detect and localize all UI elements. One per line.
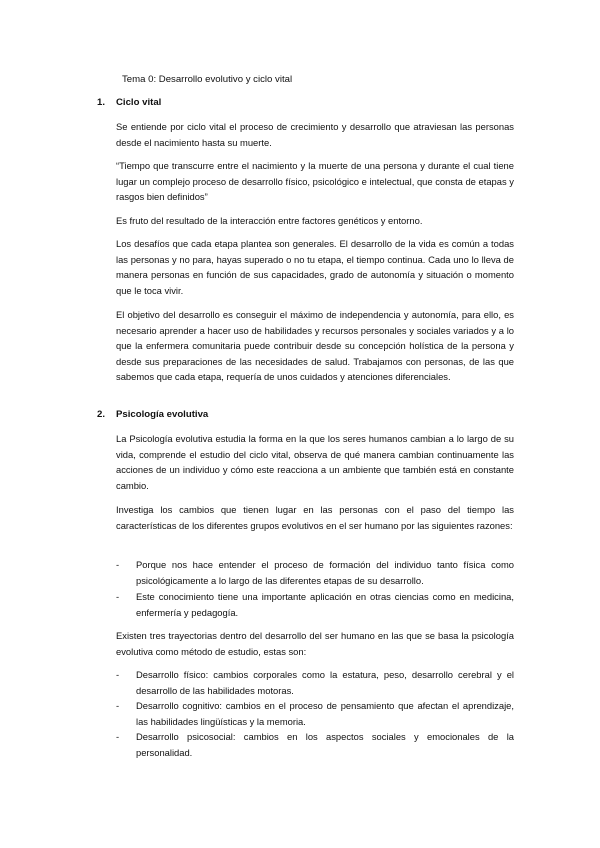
- list-item-text: Porque nos hace entender el proceso de formación del individuo tanto física como psicológicamente a lo largo de las diferentes etapas de su desarrollo.: [136, 559, 514, 586]
- bullet-marker: -: [116, 731, 120, 742]
- section-number: 1.: [97, 97, 106, 108]
- paragraph: Existen tres trayectorias dentro del desarrollo del ser humano en las que se basa la psicología evolutiva como método de estudio, estas son:: [116, 630, 514, 657]
- paragraph: La Psicología evolutiva estudia la forma en la que los seres humanos cambian a lo largo de su vida, comprende el estudio del ciclo vital, observa de qué manera cambian continuamente las acciones de un individuo y cómo este reacciona a un ambiente que también está en constante cambio.: [116, 433, 514, 491]
- paragraph: Se entiende por ciclo vital el proceso de crecimiento y desarrollo que atraviesan las personas desde el nacimiento hasta su muerte.: [116, 121, 514, 148]
- section-heading-psicologia-evolutiva: [97, 409, 208, 420]
- section-number: 2.: [97, 409, 106, 420]
- list-item-text: Este conocimiento tiene una importante aplicación en otras ciencias como en medicina, enfermería y pedagogía.: [136, 591, 514, 618]
- section-heading-ciclo-vital: [97, 97, 161, 108]
- bullet-marker: -: [116, 669, 120, 680]
- list-item: [116, 589, 514, 620]
- list-item: [116, 698, 514, 729]
- list-item-text: Desarrollo cognitivo: cambios en el proceso de pensamiento que afectan el aprendizaje, las habilidades lingüísticas y la memoria.: [136, 700, 514, 727]
- bullet-marker: -: [116, 700, 120, 711]
- list-item: [116, 729, 514, 760]
- section-title: Psicología evolutiva: [116, 409, 209, 420]
- document-title: Tema 0: Desarrollo evolutivo y ciclo vital: [122, 74, 293, 85]
- quote-paragraph: “Tiempo que transcurre entre el nacimiento y la muerte de una persona y durante el cual tiene lugar un complejo proceso de desarrollo físico, psicológico e intelectual, que consta de etapas y rasgos bien definidos”: [116, 160, 514, 203]
- bullet-marker: -: [116, 591, 120, 602]
- list-item: [116, 667, 514, 698]
- paragraph: Es fruto del resultado de la interacción entre factores genéticos y entorno.: [116, 215, 423, 226]
- paragraph: El objetivo del desarrollo es conseguir el máximo de independencia y autonomía, para ello, es necesario aprender a hacer uso de habilidades y recursos personales y sociales variados y a lo que la enfermera comunitaria puede contribuir desde su concepción holística de la persona y desde sus preparaciones de las necesidades de salud. Trabajamos con personas, de las que sabemos que cada etapa, requería de unos cuidados y atenciones diferenciales.: [116, 309, 514, 383]
- paragraph: Los desafíos que cada etapa plantea son generales. El desarrollo de la vida es común a todas las personas y no para, hayas superado o no tu etapa, el tiempo continua. Cada uno lo lleva de manera personas en función de sus capacidades, grado de autonomía y situación o momento que le toca vivir.: [116, 238, 514, 296]
- list-item-text: Desarrollo psicosocial: cambios en los aspectos sociales y emocionales de la personalidad.: [136, 731, 514, 758]
- section-title: Ciclo vital: [116, 97, 162, 108]
- list-item: [116, 557, 514, 588]
- paragraph: Investiga los cambios que tienen lugar en las personas con el paso del tiempo las características de los diferentes grupos evolutivos en el ser humano por las siguientes razones:: [116, 504, 514, 531]
- list-item-text: Desarrollo físico: cambios corporales como la estatura, peso, desarrollo cerebral y el desarrollo de las habilidades motoras.: [136, 669, 514, 696]
- bullet-marker: -: [116, 559, 120, 570]
